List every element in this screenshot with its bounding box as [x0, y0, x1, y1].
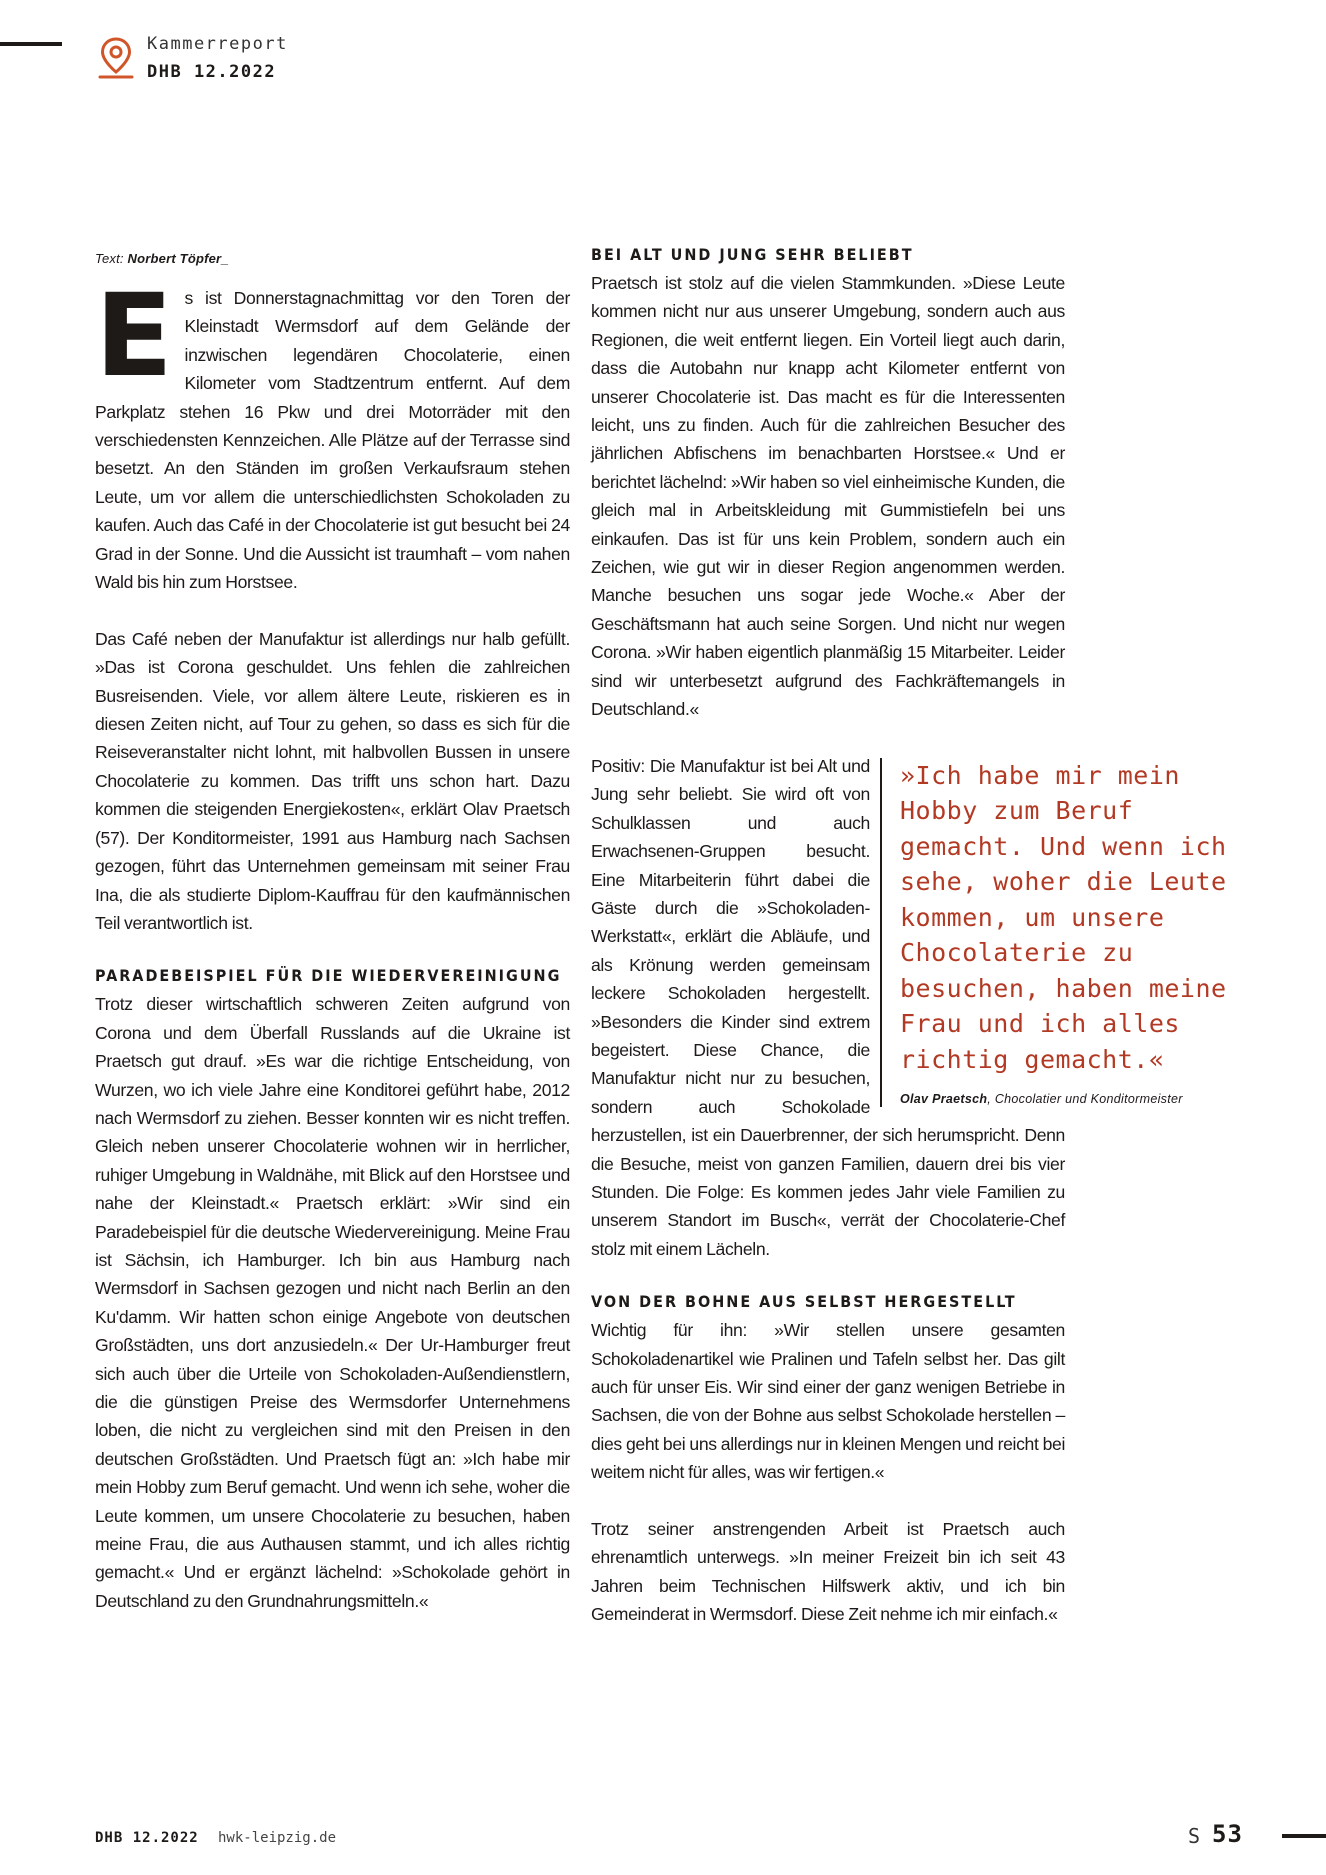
subheading-bohne: VON DER BOHNE AUS SELBST HERGESTELLT — [591, 1292, 1017, 1312]
byline — [95, 250, 570, 268]
subheading-wiedervereinigung: PARADEBEISPIEL FÜR DIE WIEDERVEREINIGUNG — [95, 966, 562, 986]
right-column — [591, 244, 1227, 1629]
intro-text: s ist Donnerstagnachmittag vor den Toren der Kleinstadt Wermsdorf auf dem Gelände der inzwischen legendären Chocolaterie, einen Kilometer vom Stadtzentrum entfernt. Auf dem Parkplatz stehen 16 Pkw und drei Motorräder mit den verschiedensten Kennzeichen. Alle Plätze auf der Terrasse sind besetzt. An den Ständen im großen Verkaufsraum stehen Leute, um vor allem die unterschiedlichsten Schokoladen zu kaufen. Auch das Café in der Chocolaterie ist gut besucht bei 24 Grad in der Sonne. Und die Aussicht ist traumhaft – vom nahen Wald bis hin zum Horstsee. — [95, 288, 570, 593]
footer-url[interactable]: hwk-leipzig.de — [218, 1830, 337, 1846]
pull-quote-role: , Chocolatier und Konditormeister — [987, 1092, 1183, 1107]
byline-author: Norbert Töpfer_ — [127, 251, 229, 266]
page-number: 53 — [1212, 1820, 1243, 1848]
paragraph-4: Praetsch ist stolz auf die vielen Stammkunden. »Diese Leute kommen nicht nur aus unserer Umgebung, sondern auch aus Regionen, die weit entfernt liegen. Ein Vorteil liegt auch darin, dass die Autobahn nur knapp acht Kilometer entfernt von unserer Chocolaterie ist. Das macht es für die Interessenten leicht, uns zu finden. Auch für die zahlreichen Besucher des jährlichen Abfischens im benachbarten Horstsee.« Und er berichtet lächelnd: »Wir haben so viel einheimische Kunden, die gleich mal in Arbeitskleidung mit Gummistiefeln bei uns einkaufen. Das ist für uns kein Problem, sondern auch ein Zeichen, wie gut wir in dieser Region angenommen werden. Manche besuchen uns sogar jede Woche.« Aber der Geschäftsmann hat auch seine Sorgen. Und nicht nur wegen Corona. »Wir haben eigentlich planmäßig 15 Mitarbeiter. Leider sind wir unterbesetzt aufgrund des Fachkräftemangels in Deutschland.« — [591, 273, 1065, 720]
subheading-alt-und-jung: BEI ALT UND JUNG SEHR BELIEBT — [591, 245, 914, 264]
footer-issue: DHB 12.2022 — [95, 1830, 199, 1846]
paragraph-5: Positiv: Die Manufaktur ist bei Alt und Jung sehr beliebt. Sie wird oft von Schulklassen und auch Erwachsenen-Gruppen besucht. Eine Mitarbeiterin führt dabei die Gäste durch die »Schokoladen-Werkstatt«, erklärt die Abläufe, und als Krönung werden gemeinsam leckere Schokoladen hergestellt. »Besonders die Kinder sind extrem begeistert. Diese Chance, die Manufaktur nicht nur zu besuchen, sondern auch Schokolade herzustellen, ist ein Dauerbrenner, der sich herumspricht. Denn die Besuche, meist von ganzen Familien, dauern drei bis vier Stunden. Die Folge: Es kommen jedes Jahr viele Familien zu unserem Standort im Busch«, verrät der Chocolaterie-Chef stolz mit einem Lächeln. — [591, 755, 1065, 1259]
issue-label: DHB 12.2022 — [147, 62, 277, 82]
pull-quote — [880, 758, 1235, 1108]
page-prefix: S — [1188, 1824, 1201, 1848]
intro-paragraph — [95, 269, 570, 596]
footer-rule — [1282, 1834, 1326, 1838]
paragraph-3: Trotz dieser wirtschaftlich schweren Zeiten aufgrund von Corona und dem Überfall Russlands auf die Ukraine ist Praetsch gut drauf. »Es war die richtige Entscheidung, von Wurzen, wo ich viele Jahre eine Konditorei geführt habe, 2012 nach Wermsdorf zu ziehen. Besser konnten wir es nicht treffen. Gleich neben unserer Chocolaterie wohnen wir in herrlicher, ruhiger Umgebung in Waldnähe, mit Blick auf den Horstsee und nahe der Kleinstadt.« Praetsch erklärt: »Wir sind ein Paradebeispiel für die deutsche Wiedervereinigung. Meine Frau ist Sächsin, ich Hamburger. Ich bin aus Hamburg nach Wermsdorf in Sachsen gezogen und nicht nach Berlin an den Ku'damm. Wir hatten schon einige Angebote von deutschen Großstädten, uns dort anzusiedeln.« Der Ur-Hamburger freut sich auch über die Urteile von Schokoladen-Außendienstlern, die die günstigen Preise des Wermsdorfer Unternehmens loben, die nicht zu vergleichen sind mit den Preisen in den deutschen Großstädten. Und Praetsch fügt an: »Ich habe mir mein Hobby zum Beruf gemacht. Und wenn ich sehe, woher die Leute kommen, um unsere Chocolaterie zu besuchen, haben meine Frau, die aus Authausen stammt, und ich alles richtig gemacht.« Und er ergänzt lächelnd: »Schokolade gehört in Deutschland zu den Grundnahrungsmitteln.« — [95, 994, 570, 1611]
pull-quote-text: »Ich habe mir mein Hobby zum Beruf gemacht. Und wenn ich sehe, woher die Leute kommen, um unsere Chocolaterie zu besuchen, haben meine Frau und ich alles richtig gemacht.« — [900, 760, 1227, 1074]
header-rule — [0, 42, 62, 46]
paragraph-6: Wichtig für ihn: »Wir stellen unsere gesamten Schokoladenartikel wie Pralinen und Tafeln selbst her. Das gilt auch für unser Eis. Wir sind einer der ganz wenigen Betriebe in Sachsen, die von der Bohne aus selbst Schokolade herstellen – dies geht bei uns allerdings nur in kleinen Mengen und reicht bei weitem nicht für alles, was wir fertigen.« — [591, 1320, 1065, 1483]
paragraph-7: Trotz seiner anstrengenden Arbeit ist Praetsch auch ehrenamtlich unterwegs. »In meiner Freizeit bin ich seit 43 Jahren beim Technischen Hilfswerk aktiv, und ich bin Gemeinderat in Wermsdorf. Diese Zeit nehme ich mir einfach.« — [591, 1519, 1065, 1625]
pull-quote-attribution — [900, 1091, 1235, 1107]
location-pin-icon — [97, 36, 135, 80]
drop-cap: E — [95, 269, 173, 402]
byline-prefix: Text: — [95, 251, 124, 266]
paragraph-2: Das Café neben der Manufaktur ist allerdings nur halb gefüllt. »Das ist Corona geschuldet. Uns fehlen die zahlreichen Busreisenden. Viele, vor allem ältere Leute, riskieren es in diesen Zeiten nicht, auf Tour zu gehen, so dass es sich für die Reiseveranstalter nicht lohnt, mit halbvollen Bussen in unsere Chocolaterie zu kommen. Das trifft uns schon hart. Dazu kommen die steigenden Energiekosten«, erklärt Olav Praetsch (57). Der Konditormeister, 1991 aus Hamburg nach Sachsen gezogen, führt das Unternehmen gemeinsam mit seiner Frau Ina, die als studierte Diplom-Kauffrau für den kaufmännischen Teil verantwortlich ist. — [95, 628, 570, 933]
pull-quote-name: Olav Praetsch — [900, 1092, 988, 1107]
left-column — [95, 250, 570, 1615]
section-label: Kammerreport — [147, 34, 288, 54]
